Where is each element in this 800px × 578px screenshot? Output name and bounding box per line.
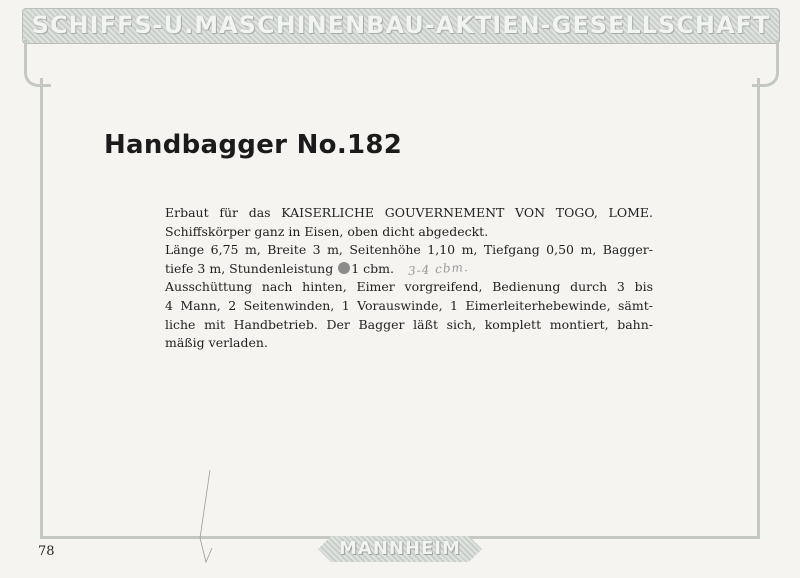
text-line: Länge 6,75 m, Breite 3 m, Seitenhöhe 1,10 m, Tiefgang 0,50 m, Bagger- (165, 242, 653, 258)
text-line: 4 Mann, 2 Seitenwinden, 1 Vorauswinde, 1 Eimerleiterhebewinde, sämt- (165, 297, 653, 313)
text-line: Schiffskörper ganz in Eisen, oben dicht abgedeckt. (165, 223, 489, 239)
frame-corner-left (24, 40, 51, 87)
page-title: Handbagger No.182 (104, 130, 403, 160)
text-line-part: 1 cbm. (351, 260, 394, 276)
text-line-capacity (165, 260, 653, 279)
pencil-mark-icon (196, 468, 216, 564)
text-line: liche mit Handbetrieb. Der Bagger läßt sich, komplett montiert, bahn- (165, 316, 653, 332)
banner-text: SCHIFFS-U.MASCHINENBAU-AKTIEN-GESELLSCHAFT (31, 11, 771, 39)
ink-stain-icon (338, 262, 350, 274)
text-line: mäßig verladen. (165, 335, 268, 351)
text-line: Erbaut für das KAISERLICHE GOUVERNEMENT VON TOGO, LOME. (165, 205, 653, 220)
description-text (165, 204, 653, 353)
handwritten-note: 3-4 cbm. (407, 259, 470, 278)
header-banner (22, 8, 780, 44)
page-number: 78 (38, 544, 55, 559)
text-line-part: tiefe 3 m, Stundenleistung (165, 260, 334, 276)
emblem-text: MANNHEIM (339, 538, 461, 559)
frame-left-border (40, 78, 43, 538)
text-line: Ausschüttung nach hinten, Eimer vorgreifend, Bedienung durch 3 bis (165, 279, 653, 295)
frame-right-border (757, 78, 760, 538)
